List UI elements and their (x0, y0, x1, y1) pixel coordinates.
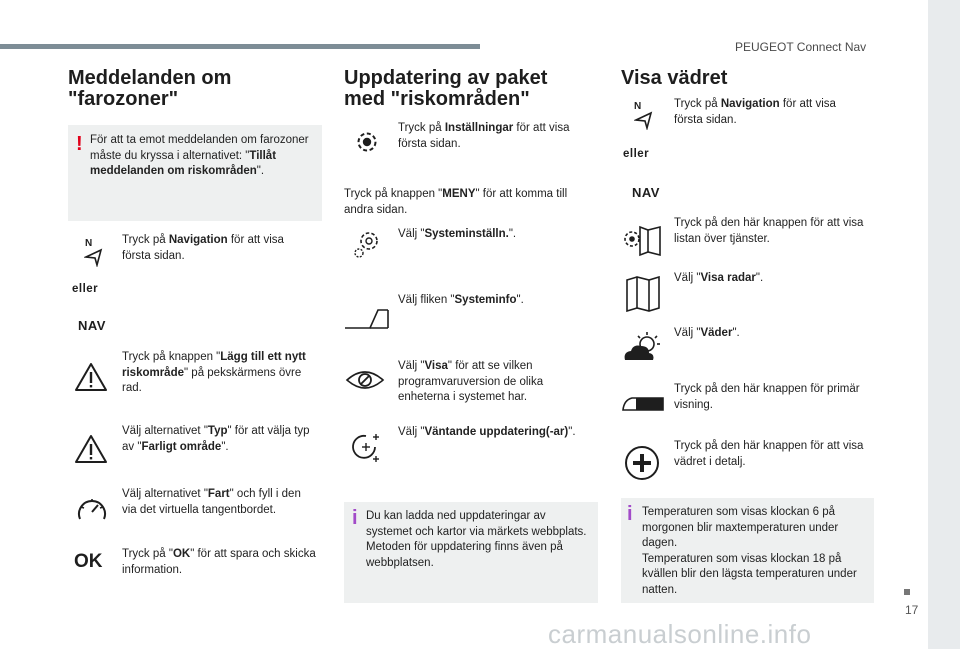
warning-triangle-icon (74, 434, 108, 464)
alert-text: För att ta emot meddelanden om farozoner måste du kryssa i alternativet: "Tillåt meddelanden om riskområden". (90, 134, 309, 177)
section-title-farozoner: Meddelanden om "farozoner" (68, 67, 232, 110)
view-eye-icon (345, 368, 385, 392)
eller-label: eller (72, 283, 99, 295)
nav-button-icon: NAV (78, 318, 106, 333)
alert-box (68, 125, 322, 221)
primary-view-icon (622, 396, 664, 412)
navigation-icon-letter: N (634, 101, 642, 112)
col3-step-detail: Tryck på den här knappen för att visa vädret i detalj. (674, 440, 864, 468)
col3-step-radar: Välj "Visa radar". (674, 272, 764, 284)
info-text-weather: Temperaturen som visas klockan 6 på morgonen blir maxtemperaturen under dagen. Temperaturen som visas klockan 18 på kvällen blir den lägsta temperaturen under natten. (642, 506, 857, 596)
page-number: 17 (905, 603, 919, 617)
info-box-update (344, 502, 598, 603)
col1-step-ok: Tryck på "OK" för att spara och skicka information. (122, 548, 316, 576)
col2-step-view: Välj "Visa" för att se vilken programvaruversion de olika enheterna i systemet har. (398, 360, 544, 403)
navigation-icon-letter: N (85, 238, 93, 249)
settings-gear-icon (353, 128, 381, 156)
col3-step-navigation: Tryck på Navigation för att visa första sidan. (674, 98, 836, 126)
section-title-weather: Visa vädret (621, 67, 728, 89)
col2-step-system-settings: Välj "Systeminställn.". (398, 228, 517, 240)
nav-button-icon: NAV (632, 185, 660, 200)
section-title-update: Uppdatering av paket med "riskområden" (344, 67, 548, 110)
header-brand: PEUGEOT Connect Nav (735, 40, 867, 54)
col1-step-speed: Välj alternativet "Fart" och fyll i den via det virtuella tangentbordet. (122, 488, 301, 516)
watermark: carmanualsonline.info (548, 619, 812, 649)
map-radar-icon (625, 276, 661, 312)
col2-step-settings: Tryck på Inställningar för att visa första sidan. (398, 122, 570, 150)
info-mark: i (352, 507, 358, 529)
col1-step-type: Välj alternativet "Typ" för att välja typ av "Farligt område". (122, 425, 310, 453)
navigation-arrow-icon (634, 110, 654, 130)
side-band (928, 0, 960, 649)
col2-step-system-info: Välj fliken "Systeminfo". (398, 294, 524, 306)
col1-step-navigation: Tryck på Navigation för att visa första sidan. (122, 234, 284, 262)
top-rule (0, 44, 480, 49)
col3-step-primary: Tryck på den här knappen för primär visning. (674, 383, 860, 411)
info-text-update: Du kan ladda ned uppdateringar av systemet och kartor via märkets webbplats. Metoden för uppdatering finns även på webbplatsen. (366, 510, 587, 569)
col2-step-menu: Tryck på knappen "MENY" för att komma till andra sidan. (344, 188, 568, 216)
col1-step-add-zone: Tryck på knappen "Lägg till ett nytt riskområde" på pekskärmens övre rad. (122, 351, 306, 394)
eller-label: eller (623, 148, 650, 160)
services-map-icon (622, 224, 662, 258)
navigation-arrow-icon (84, 247, 104, 267)
weather-icon (621, 330, 663, 364)
system-settings-icon (352, 228, 382, 260)
speedometer-icon (75, 495, 109, 525)
tab-icon (344, 308, 390, 330)
warning-triangle-icon (74, 362, 108, 392)
detail-plus-icon (623, 444, 661, 482)
info-box-weather (621, 498, 874, 603)
col3-step-services: Tryck på den här knappen för att visa listan över tjänster. (674, 217, 864, 245)
col3-step-weather: Välj "Väder". (674, 327, 740, 339)
col2-step-pending: Välj "Väntande uppdatering(-ar)". (398, 426, 576, 438)
ok-button-icon: OK (74, 551, 103, 572)
pending-updates-icon (348, 429, 384, 465)
info-mark: i (627, 503, 633, 525)
alert-mark: ! (76, 133, 83, 155)
page-marker (904, 589, 910, 595)
